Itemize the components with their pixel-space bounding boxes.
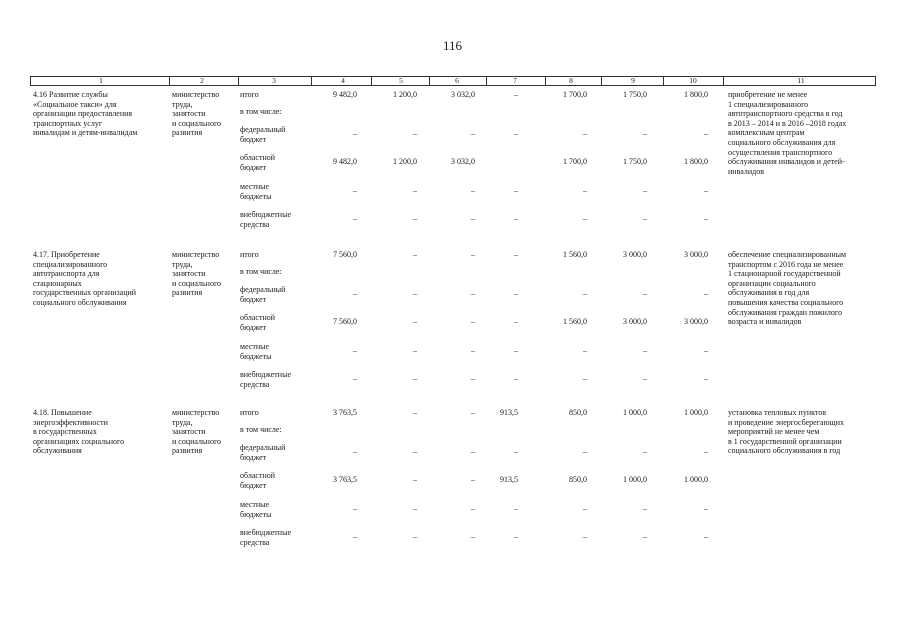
cell-value: – [413,447,417,456]
header-col-3: 3 [272,76,276,85]
cell-value: – [471,186,475,195]
cell-value: – [471,129,475,138]
row-label-regional: областной бюджет [240,153,276,172]
page-number: 116 [442,38,463,53]
cell-value: – [413,374,417,383]
cell-value: – [413,214,417,223]
cell-value: 3 000,0 [623,317,647,326]
section-result: приобретение не менее 1 специализированного автотранспортного средства в год в 2013 – 2014 и в 2016 –2018 годах комплексным центрам социального обслуживания для осуществления транспортного обслуживания инвалидов и детей- инвалидов [728,90,847,176]
cell-value: 850,0 [569,475,587,484]
cell-value: – [353,447,357,456]
cell-value: – [514,250,518,259]
cell-value: – [583,186,587,195]
cell-value: – [514,317,518,326]
cell-value: – [704,447,708,456]
cell-value: – [583,289,587,298]
cell-value: – [514,90,518,99]
header-divider [601,77,602,85]
cell-value: – [514,504,518,513]
cell-value: – [514,447,518,456]
cell-value: – [704,129,708,138]
cell-value: 1 560,0 [563,317,587,326]
cell-value: – [704,214,708,223]
cell-value: – [643,447,647,456]
cell-value: – [643,186,647,195]
cell-value: – [471,317,475,326]
cell-value: 1 000,0 [623,408,647,417]
cell-value: 1 700,0 [563,157,587,166]
section-result: обеспечение специализированным транспортом с 2016 года не менее 1 стационарной государственной организации социального обслуживания в год для повышения качества социального обслуживания граждан пожилого возраста и инвалидов [728,250,847,327]
cell-value: 7 560,0 [333,317,357,326]
row-label-local: местные бюджеты [240,342,272,361]
header-col-1: 1 [99,76,103,85]
cell-value: – [413,289,417,298]
cell-value: – [353,374,357,383]
cell-value: – [353,186,357,195]
header-col-7: 7 [513,76,517,85]
cell-value: – [704,504,708,513]
cell-value: – [583,532,587,541]
cell-value: 3 032,0 [451,90,475,99]
header-col-8: 8 [569,76,573,85]
cell-value: – [353,129,357,138]
table-header [30,76,876,86]
cell-value: 1 700,0 [563,90,587,99]
cell-value: – [514,289,518,298]
cell-value: – [583,346,587,355]
cell-value: – [413,532,417,541]
header-divider [238,77,239,85]
cell-value: – [583,129,587,138]
cell-value: – [643,129,647,138]
cell-value: – [471,475,475,484]
row-label-extrabudget: внебюджетные средства [240,370,291,389]
cell-value: 1 200,0 [393,157,417,166]
cell-value: – [353,346,357,355]
cell-value: – [583,214,587,223]
header-col-6: 6 [455,76,459,85]
cell-value: – [704,374,708,383]
cell-value: – [471,408,475,417]
cell-value: – [353,504,357,513]
cell-value: 3 000,0 [684,317,708,326]
header-divider [545,77,546,85]
cell-value: 3 763,5 [333,408,357,417]
header-divider [169,77,170,85]
row-label-local: местные бюджеты [240,500,272,519]
cell-value: 1 200,0 [393,90,417,99]
header-col-9: 9 [631,76,635,85]
cell-value: – [471,447,475,456]
row-label-extrabudget: внебюджетные средства [240,528,291,547]
row-label-incl: в том числе: [240,107,282,116]
cell-value: 1 800,0 [684,90,708,99]
header-divider [723,77,724,85]
cell-value: – [704,186,708,195]
cell-value: 1 800,0 [684,157,708,166]
cell-value: – [353,289,357,298]
section-title: 4.17. Приобретение специализированного автотранспорта для стационарных государственных организаций социального обслуживания [33,250,137,307]
header-divider [311,77,312,85]
cell-value: 3 763,5 [333,475,357,484]
row-label-federal: федеральный бюджет [240,285,286,304]
cell-value: – [413,346,417,355]
cell-value: 1 000,0 [623,475,647,484]
cell-value: – [514,214,518,223]
section-executor: министерство труда, занятости и социального развития [172,408,222,456]
section-title: 4.18. Повышение энергоэффективности в государственных организациях социального обслуживания [33,408,125,456]
cell-value: 1 000,0 [684,408,708,417]
row-label-incl: в том числе: [240,267,282,276]
row-label-regional: областной бюджет [240,313,276,332]
cell-value: – [643,504,647,513]
section-executor: министерство труда, занятости и социального развития [172,250,222,298]
cell-value: – [353,214,357,223]
cell-value: – [471,214,475,223]
cell-value: 1 560,0 [563,250,587,259]
cell-value: 1 750,0 [623,90,647,99]
cell-value: – [643,289,647,298]
cell-value: – [353,532,357,541]
cell-value: 850,0 [569,408,587,417]
cell-value: – [471,289,475,298]
header-col-4: 4 [341,76,345,85]
cell-value: – [413,504,417,513]
cell-value: 9 482,0 [333,90,357,99]
cell-value: – [643,532,647,541]
header-divider [663,77,664,85]
header-divider [486,77,487,85]
cell-value: – [583,447,587,456]
row-label-incl: в том числе: [240,425,282,434]
section-title: 4.16 Развитие службы «Социальное такси» для организации предоставления транспортных услуг инвалидам и детям-инвалидам [33,90,138,138]
header-col-5: 5 [399,76,403,85]
cell-value: 3 032,0 [451,157,475,166]
cell-value: – [643,374,647,383]
header-col-10: 10 [689,76,697,85]
cell-value: 1 750,0 [623,157,647,166]
row-label-regional: областной бюджет [240,471,276,490]
cell-value: – [413,129,417,138]
cell-value: – [413,475,417,484]
cell-value: – [514,532,518,541]
cell-value: – [471,250,475,259]
cell-value: – [413,408,417,417]
cell-value: – [583,504,587,513]
cell-value: – [471,346,475,355]
cell-value: – [704,289,708,298]
cell-value: – [514,129,518,138]
cell-value: 913,5 [500,408,518,417]
cell-value: – [413,250,417,259]
cell-value: – [471,374,475,383]
row-label-federal: федеральный бюджет [240,125,286,144]
cell-value: – [583,374,587,383]
row-label-federal: федеральный бюджет [240,443,286,462]
row-label-total: итого [240,90,259,99]
cell-value: – [704,532,708,541]
cell-value: – [514,374,518,383]
cell-value: – [704,346,708,355]
cell-value: – [643,214,647,223]
cell-value: 9 482,0 [333,157,357,166]
cell-value: 1 000,0 [684,475,708,484]
cell-value: 7 560,0 [333,250,357,259]
cell-value: – [471,532,475,541]
cell-value: – [471,504,475,513]
cell-value: – [514,346,518,355]
row-label-extrabudget: внебюджетные средства [240,210,291,229]
section-executor: министерство труда, занятости и социального развития [172,90,222,138]
header-divider [429,77,430,85]
header-col-2: 2 [200,76,204,85]
section-result: установка тепловых пунктов и проведение энергосберегающих мероприятий не менее чем в 1 государственной организации социального обслуживания в год [728,408,844,456]
header-divider [371,77,372,85]
header-col-11: 11 [797,76,805,85]
row-label-total: итого [240,250,259,259]
cell-value: 3 000,0 [623,250,647,259]
row-label-local: местные бюджеты [240,182,272,201]
cell-value: 913,5 [500,475,518,484]
cell-value: – [643,346,647,355]
cell-value: – [413,186,417,195]
cell-value: 3 000,0 [684,250,708,259]
cell-value: – [514,186,518,195]
cell-value: – [413,317,417,326]
row-label-total: итого [240,408,259,417]
